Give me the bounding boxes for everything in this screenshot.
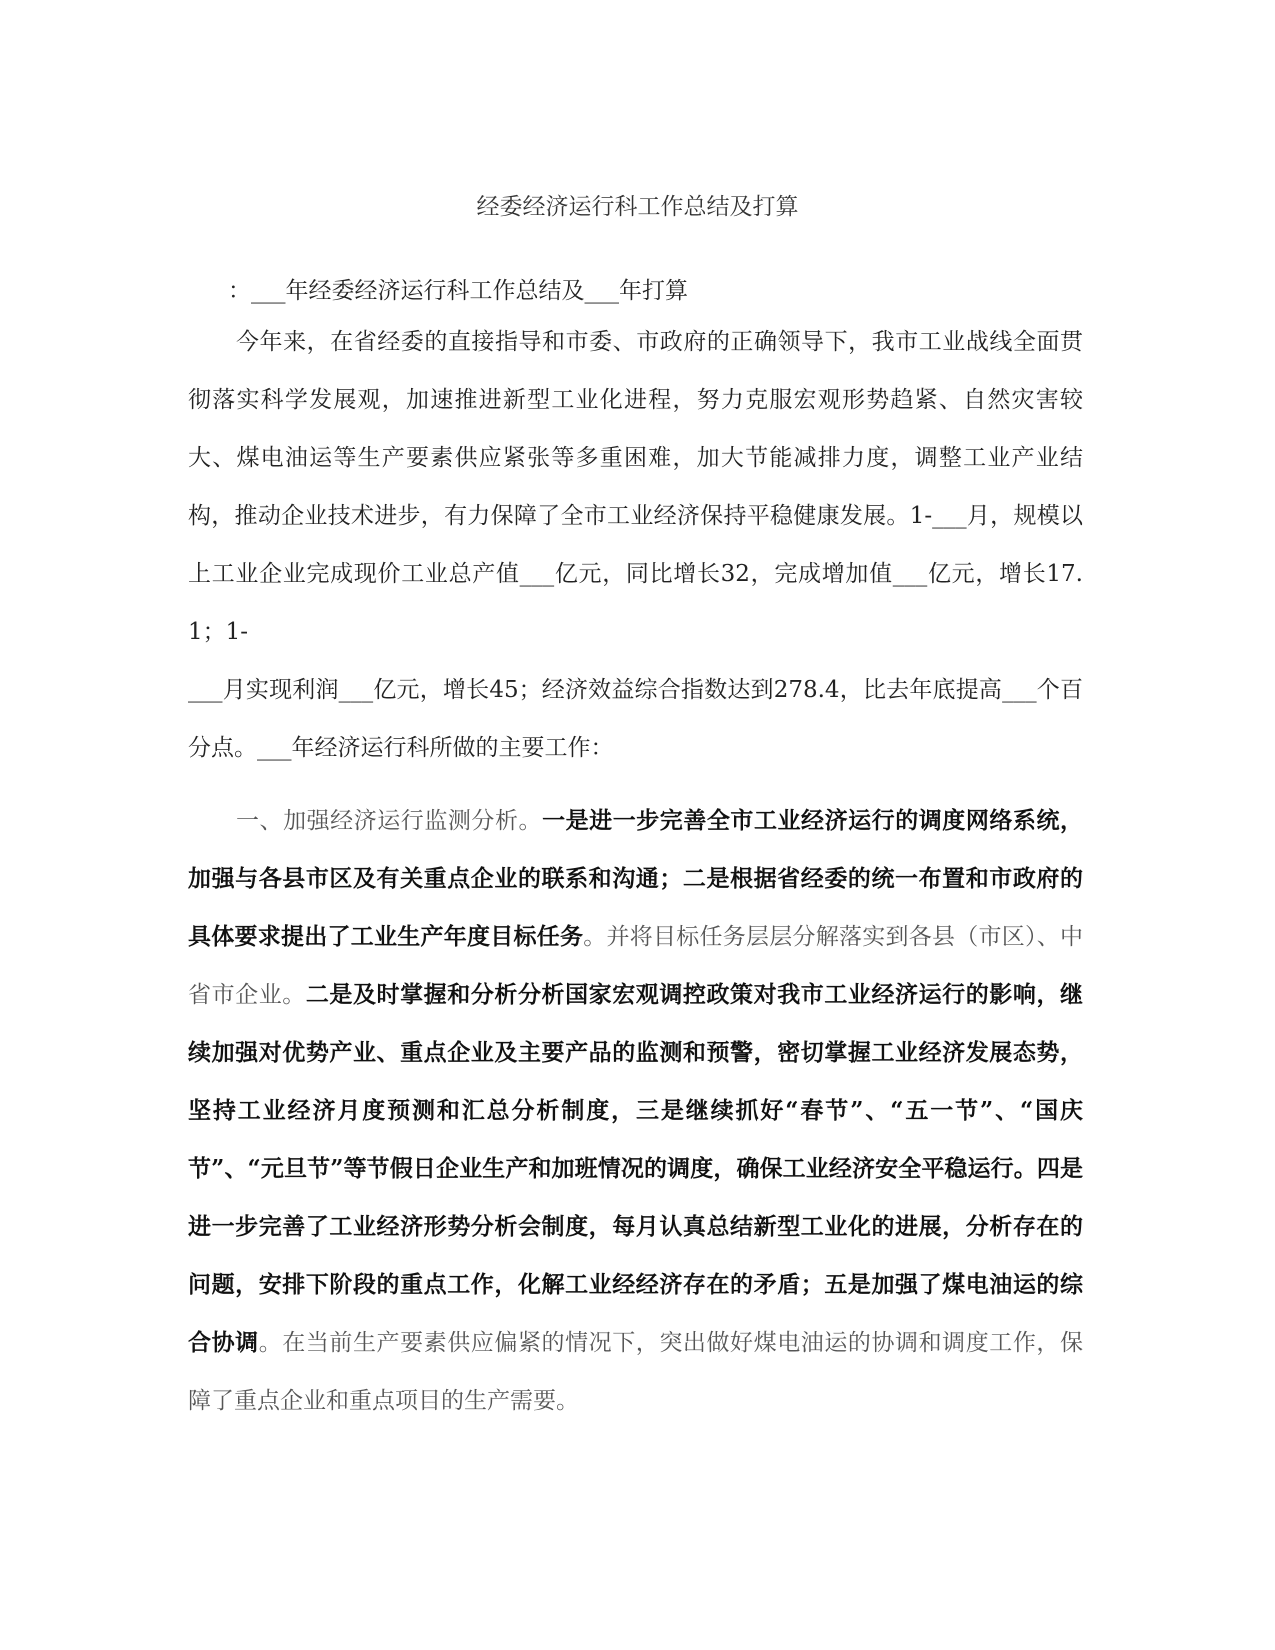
paragraph-intro (188, 313, 1083, 777)
paragraph-monitoring-bold-2: 二是及时掌握和分析分析国家宏观调控政策对我市工业经济运行的影响，继续加强对优势产业、重点企业及主要产品的监测和预警，密切掌握工业经济发展态势，坚持工业经济月度预测和汇总分析制度，三是继续抓好“春节”、“五一节”、“国庆节”、“元旦节”等节假日企业生产和加班情况的调度，确保工业经济安全平稳运行。四是进一步完善了工业经济形势分析会制度，每月认真总结新型工业化的进展，分析存在的问题，安排下阶段的重点工作，化解工业经经济存在的矛盾；五是加强了煤电油运的综合协调 (188, 981, 1084, 1356)
paragraph-monitoring-bold-1: 一是进一步完善全市工业经济运行的调度网络系统，加强与各县市区及有关重点企业的联系和沟通；二是根据省经委的统一布置和市政府的具体要求提出了工业生产年度目标任务 (188, 807, 1084, 950)
paragraph-monitoring-lead: 一、加强经济运行监测分析。 (236, 808, 543, 834)
paragraph-intro-text-2: ___月实现利润___亿元，增长45；经济效益综合指数达到278.4，比去年底提高___个百分点。___年经济运行科所做的主要工作： (188, 677, 1083, 761)
document-title: 经委经济运行科工作总结及打算 (476, 194, 799, 220)
paragraph-monitoring-plain-2: 。在当前生产要素供应偏紧的情况下，突出做好煤电油运的协调和调度工作，保障了重点企业和重点项目的生产需要。 (188, 1330, 1084, 1414)
paragraph-monitoring-plain-1: 。并将目标任务层层分解落实到各县（市区）、中省市企业。 (188, 924, 1083, 1008)
paragraph-intro-text-1: 今年来，在省经委的直接指导和市委、市政府的正确领导下，我市工业战线全面贯彻落实科学发展观，加速推进新型工业化进程，努力克服宏观形势趋紧、自然灾害较大、煤电油运等生产要素供应紧张等多重困难，加大节能减排力度，调整工业产业结构，推动企业技术进步，有力保障了全市工业经济保持平稳健康发展。1-___月，规模以上工业企业完成现价工业总产值___亿元，同比增长32，完成增加值___亿元，增长17.1；1- (188, 329, 1083, 645)
document-subtitle: ：___年经委经济运行科工作总结及___年打算 (228, 278, 688, 304)
paragraph-monitoring (188, 792, 1083, 1430)
